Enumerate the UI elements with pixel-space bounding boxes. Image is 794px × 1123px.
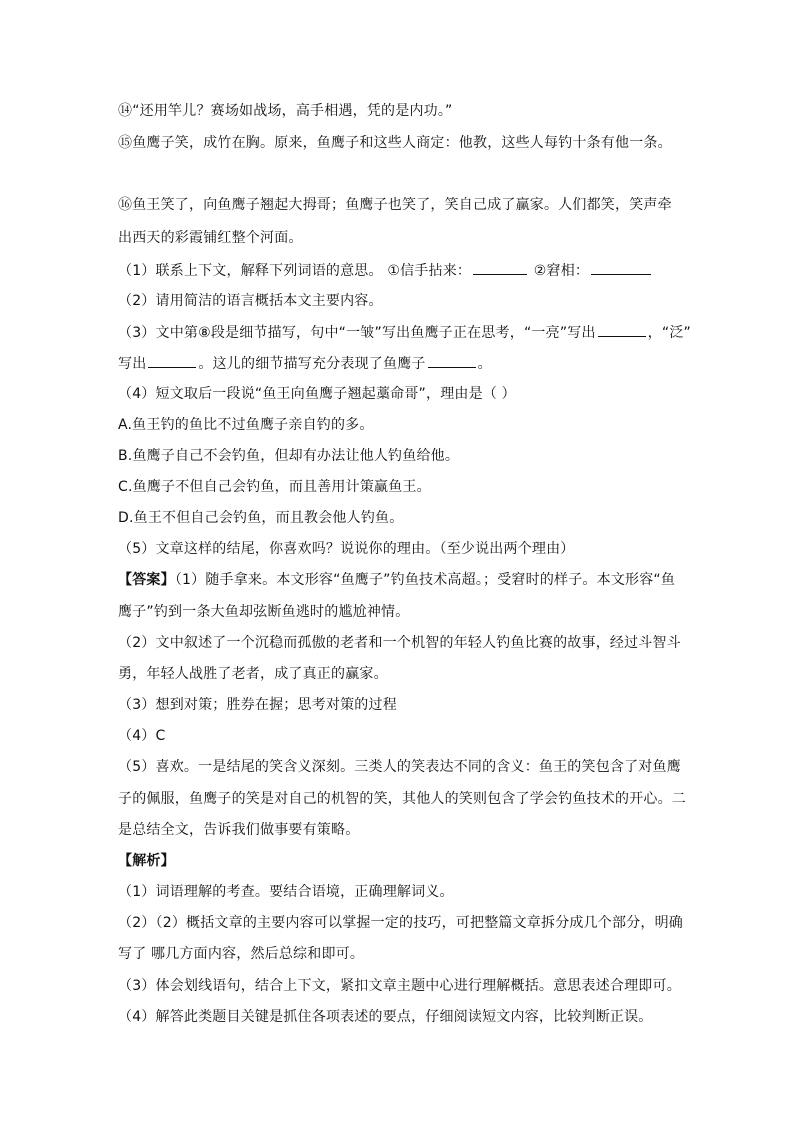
question-3-part-1: （3）文中第⑧段是细节描写，句中“一皱”写出鱼鹰子正在思考，“一亮”写出 <box>118 325 596 341</box>
question-3-part-4: 。这儿的细节描写充分表现了鱼鹰子 <box>198 356 426 372</box>
answer-1-line-1 <box>118 570 684 590</box>
answer-5-line-2: 子的佩服，鱼鹰子的笑是对自己的机智的笑，其他人的笑则包含了学会钓鱼技术的开心。二 <box>118 791 686 807</box>
question-4: （4）短文取后一段说“鱼王向鱼鹰子翘起藁命哥”，理由是（ ） <box>118 386 516 402</box>
option-d: D.鱼王不但自己会钓鱼，而且教会他人钓鱼。 <box>118 510 404 526</box>
question-1 <box>118 260 684 281</box>
option-a: A.鱼王钓的鱼比不过鱼鹰子亲自钓的多。 <box>118 417 374 433</box>
answer-1-text: （1）随手拿来。本文形容“鱼鹰子”钓鱼技术高超。；受窘时的样子。本文形容“鱼 <box>174 572 676 588</box>
analysis-3: （3）体会划线语句，结合上下文，紧扣文章主题中心进行理解概括。意思表述合理即可。 <box>118 978 681 994</box>
answer-1-line-2: 鹰子”钓到一条大鱼却弦断鱼逃时的尴尬神情。 <box>118 604 410 620</box>
analysis-2-line-1: （2）（2）概括文章的主要内容可以掌握一定的技巧，可把整篇文章拆分成几个部分，明确 <box>118 915 684 931</box>
paragraph-16-line-1: ⑯鱼王笑了，向鱼鹰子翘起大拇哥；鱼鹰子也笑了，笑自己成了赢家。人们都笑，笑声牵 <box>118 197 672 213</box>
answer-3: （3）想到对策；胜券在握；思考对策的过程 <box>118 697 397 713</box>
answer-blank <box>598 322 646 337</box>
analysis-4: （4）解答此类题目关键是抓住各项表述的要点，仔细阅读短文内容，比较判断正误。 <box>118 1009 653 1025</box>
question-3-part-3: 写出 <box>118 356 147 372</box>
answer-2-line-2: 勇，年轻人战胜了老者，成了真正的赢家。 <box>118 666 388 682</box>
question-3-line-1 <box>118 322 691 343</box>
question-2: （2）请用简洁的语言概括本文主要内容。 <box>118 293 383 309</box>
answer-blank <box>473 260 527 275</box>
option-c: C.鱼鹰子不但自己会钓鱼，而且善用计策赢鱼王。 <box>118 479 431 495</box>
paragraph-15: ⑮鱼鹰子笑，成竹在胸。原来，鱼鹰子和这些人商定：他教，这些人每钓十条有他一条。 <box>118 135 672 151</box>
analysis-1: （1）词语理解的考查。要结合语境，正确理解词义。 <box>118 884 454 900</box>
answer-blank <box>591 260 651 275</box>
answer-4: （4）C <box>118 728 166 744</box>
question-1-item-2: ②窘相： <box>533 263 590 279</box>
question-3-part-2: ，“泛” <box>647 325 691 341</box>
answer-blank <box>148 353 196 368</box>
answer-blank <box>428 353 476 368</box>
paragraph-14: ⑭“还用竿儿？赛场如战场，高手相遇，凭的是内功。” <box>118 103 453 119</box>
paragraph-16-line-2: 出西天的彩霞铺红整个河面。 <box>118 230 303 246</box>
question-3-line-2 <box>118 353 684 374</box>
answer-2-line-1: （2）文中叙述了一个沉稳而孤傲的老者和一个机智的年轻人钓鱼比赛的故事，经过斗智斗 <box>118 635 681 651</box>
option-b: B.鱼鹰子自己不会钓鱼，但却有办法让他人钓鱼给他。 <box>118 448 460 464</box>
analysis-label: 【解析】 <box>118 853 175 869</box>
answer-label: 【答案】 <box>118 572 175 588</box>
question-1-text: （1）联系上下文，解释下列词语的意思。 ①信手拈来： <box>118 263 472 279</box>
question-3-part-5: 。 <box>477 356 492 372</box>
analysis-2-line-2: 写了 哪几方面内容，然后总综和即可。 <box>118 946 365 962</box>
answer-5-line-3: 是总结全文，告诉我们做事要有策略。 <box>118 822 360 838</box>
question-5: （5）文章这样的结尾，你喜欢吗？说说你的理由。（至少说出两个理由） <box>118 541 575 557</box>
answer-5-line-1: （5）喜欢。一是结尾的笑含义深刻。三类人的笑表达不同的含义：鱼王的笑包含了对鱼鹰 <box>118 759 681 775</box>
